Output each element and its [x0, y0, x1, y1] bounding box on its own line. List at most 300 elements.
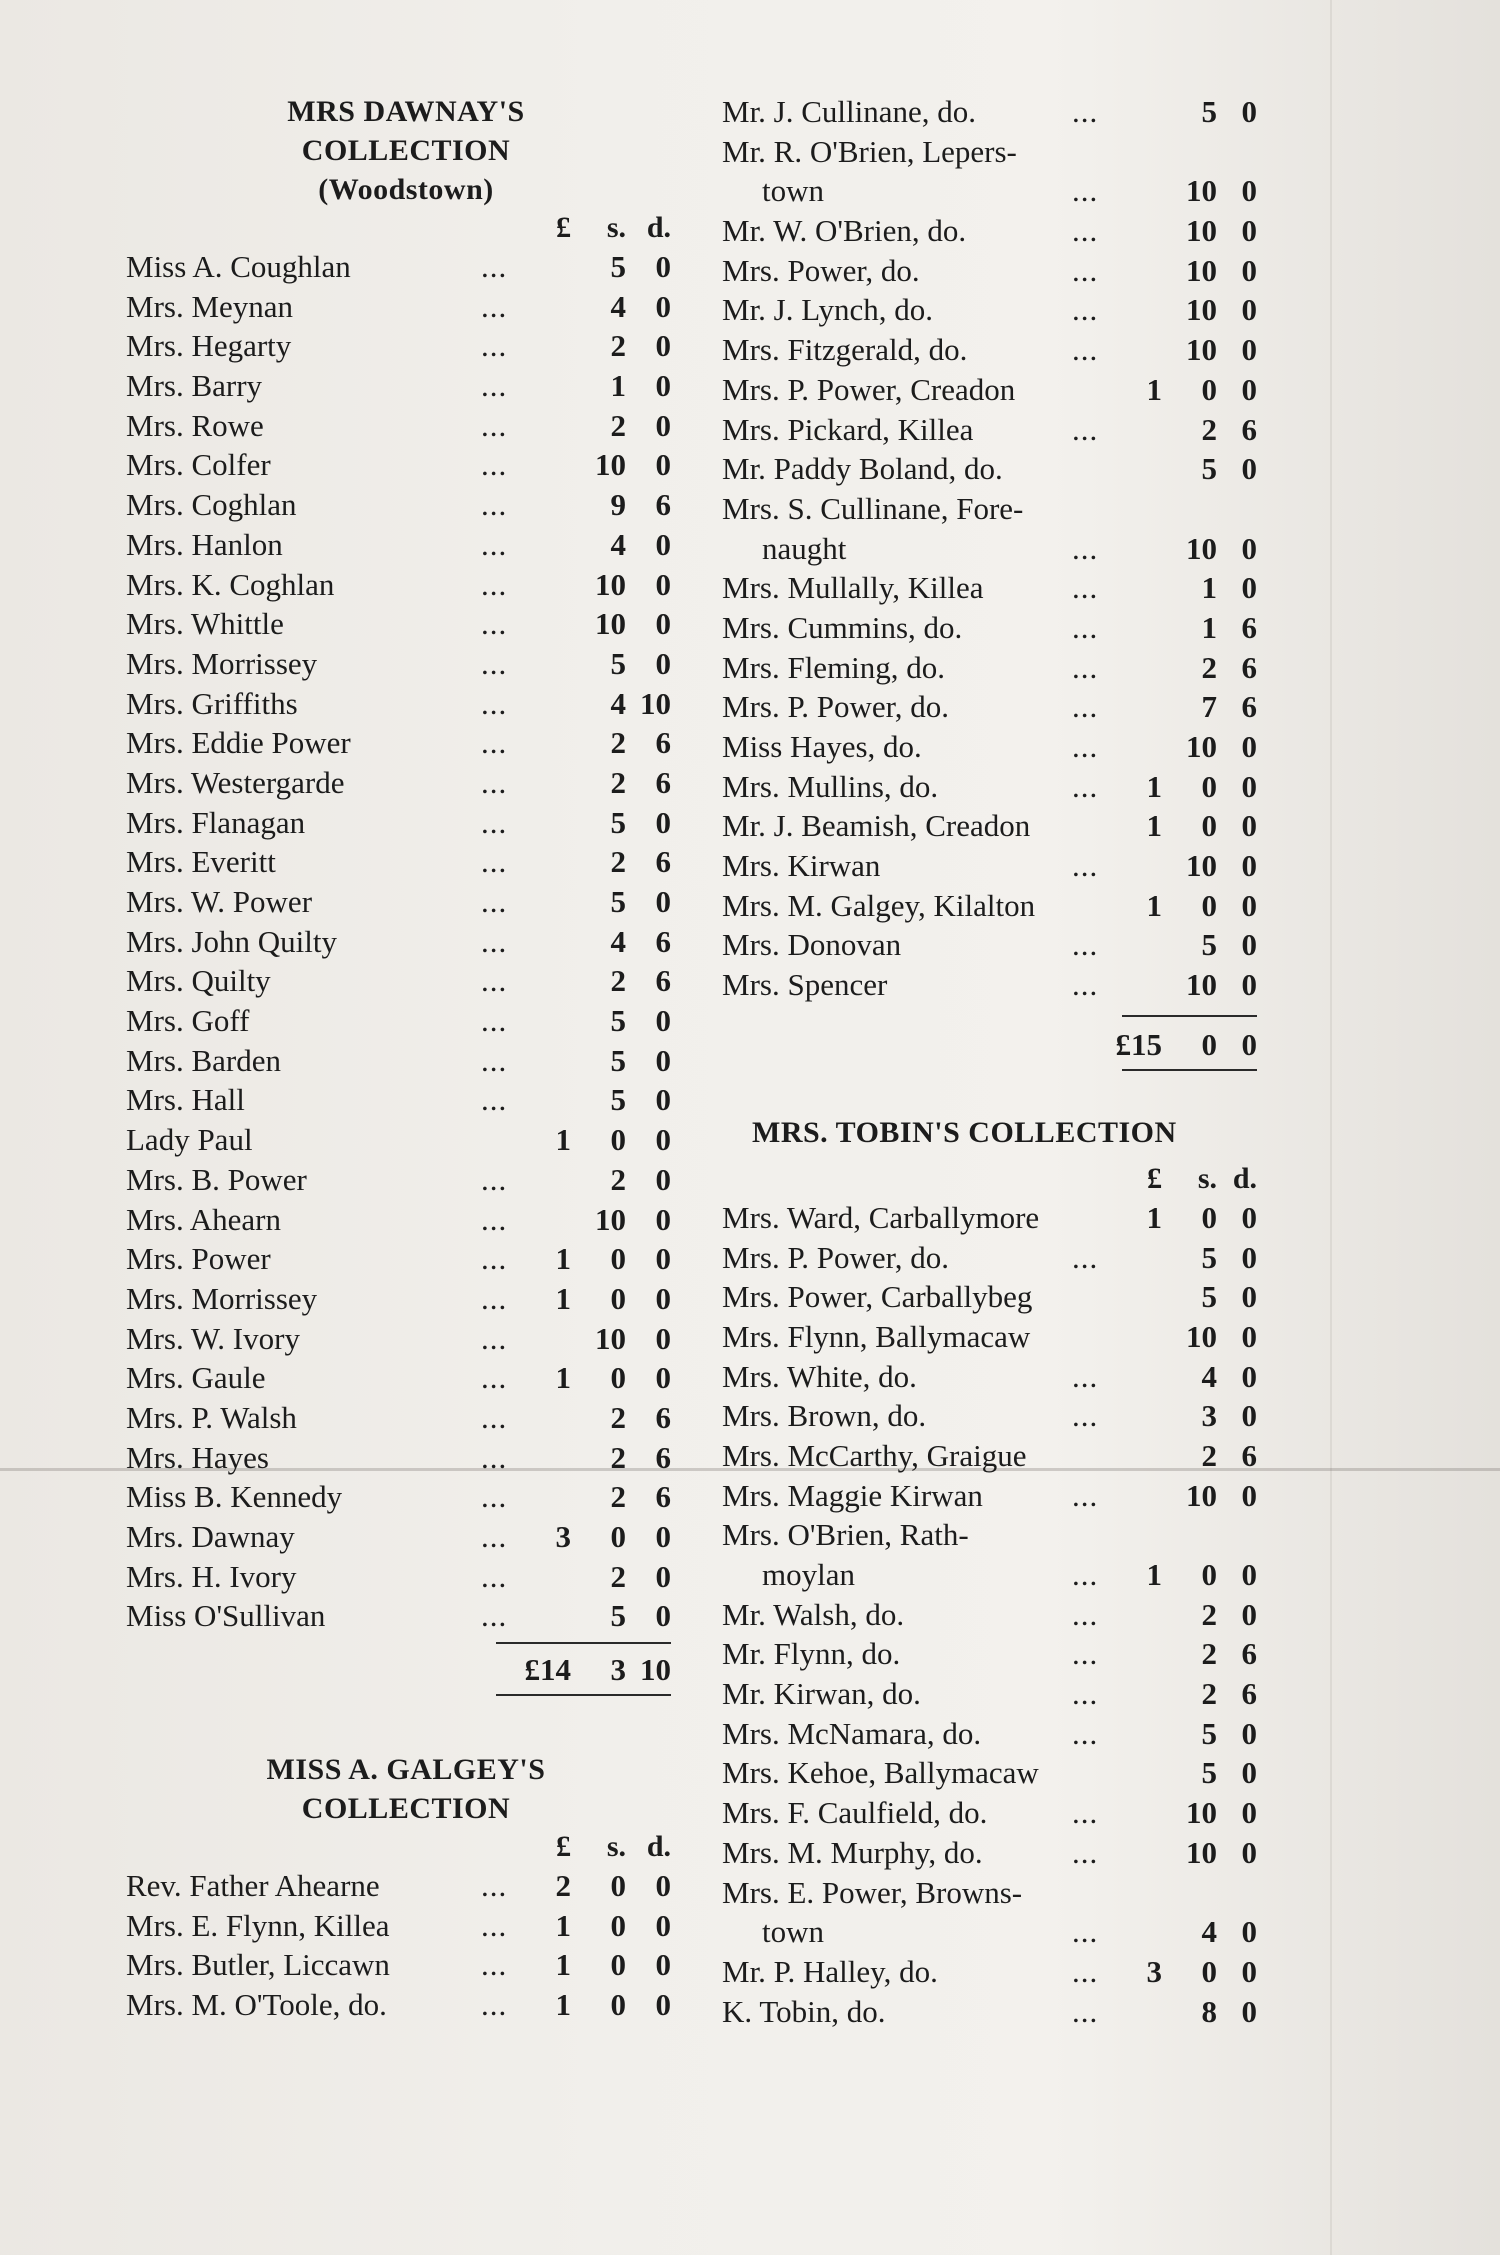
shillings-value: 0 [610, 1987, 626, 2023]
donor-name: Mrs. P. Walsh [126, 1399, 297, 1435]
leader-dots: ... [481, 844, 508, 880]
donor-name: Mrs. Ahearn [126, 1201, 281, 1237]
list-item [722, 449, 1267, 489]
leader-dots: ... [481, 1987, 508, 2023]
total-rule-bottom [496, 1694, 671, 1696]
donor-name: Mrs. Quilty [126, 963, 271, 999]
donor-name: Mr. J. Beamish, Creadon [722, 808, 1031, 844]
continued-total [722, 1023, 1267, 1067]
list-item [126, 1596, 686, 1636]
list-item [722, 529, 1267, 569]
pence-value: 6 [655, 487, 671, 523]
donor-name: Mrs. W. Ivory [126, 1320, 300, 1356]
list-item [126, 406, 686, 446]
leader-dots: ... [481, 407, 508, 443]
list-item [126, 1319, 686, 1359]
list-item [126, 525, 686, 565]
list-item [722, 1317, 1267, 1357]
leader-dots: ... [481, 1947, 508, 1983]
dawnay-list [126, 247, 686, 1636]
pence-value: 0 [655, 328, 671, 364]
leader-dots: ... [481, 487, 508, 523]
donor-name: Mrs. M. Galgey, Kilalton [722, 887, 1036, 923]
donor-name: Mrs. Hegarty [126, 328, 292, 364]
pence-value: 0 [655, 407, 671, 443]
donor-name: Mrs. Morrissey [126, 1280, 318, 1316]
shillings-value: 2 [610, 844, 626, 880]
donor-name: Mrs. M. Murphy, do. [722, 1834, 983, 1870]
leader-dots: ... [481, 725, 508, 761]
pence-value: 0 [655, 804, 671, 840]
list-item [722, 846, 1267, 886]
donor-name: Mrs. Meynan [126, 288, 294, 324]
shillings-value: 2 [610, 1558, 626, 1594]
pence-value: 0 [1241, 371, 1257, 407]
pounds-value: 1 [555, 1987, 571, 2023]
list-item [126, 1239, 686, 1279]
galgey-list [126, 1866, 686, 2025]
dawnay-total [126, 1648, 686, 1692]
pence-value: 0 [1241, 570, 1257, 606]
shillings-value: 5 [610, 884, 626, 919]
leader-dots: ... [1072, 1596, 1099, 1632]
donor-name: Mrs. F. Caulfield, do. [722, 1795, 988, 1831]
leader-dots: ... [1072, 570, 1099, 606]
list-item [722, 1833, 1267, 1873]
list-item [126, 882, 686, 922]
pounds-value: 1 [1146, 1199, 1162, 1235]
list-item [722, 1992, 1267, 2032]
pence-value: 0 [655, 1987, 671, 2023]
leader-dots: ... [1072, 252, 1099, 288]
leader-dots: ... [481, 606, 508, 642]
leader-dots: ... [1072, 411, 1099, 447]
list-item [722, 568, 1267, 608]
dawnay-total-shillings: 3 [610, 1652, 626, 1688]
shillings-value: 4 [610, 526, 626, 562]
leader-dots: ... [481, 1479, 508, 1515]
donor-name: Mrs. Ward, Carballymore [722, 1199, 1040, 1235]
pence-value: 6 [655, 1399, 671, 1435]
donor-name: Mrs. Rowe [126, 407, 264, 443]
donor-name: Mrs. O'Brien, Rath- [722, 1517, 969, 1553]
pounds-value: 1 [555, 1360, 571, 1396]
shillings-value: 10 [595, 447, 626, 483]
leader-dots: ... [481, 923, 508, 959]
leader-dots: ... [481, 1399, 508, 1435]
left-column [126, 92, 686, 2025]
leader-dots: ... [1072, 848, 1099, 884]
dawnay-title-line3: (Woodstown) [318, 173, 494, 206]
leader-dots: ... [481, 1201, 508, 1237]
list-item [126, 1945, 686, 1985]
pence-value: 0 [1241, 1239, 1257, 1275]
leader-dots: ... [481, 1280, 508, 1316]
leader-dots: ... [481, 368, 508, 404]
leader-dots: ... [1072, 1715, 1099, 1751]
leader-dots: ... [481, 1598, 508, 1634]
list-item [722, 1793, 1267, 1833]
pence-value: 0 [1241, 1715, 1257, 1751]
pence-header: d. [1232, 1161, 1257, 1195]
leader-dots: ... [481, 566, 508, 602]
shillings-value: 5 [1201, 94, 1217, 129]
pence-value: 6 [1241, 649, 1257, 685]
leader-dots: ... [1072, 1795, 1099, 1831]
list-item [722, 1476, 1267, 1516]
donor-name: Mrs. Goff [126, 1003, 250, 1039]
leader-dots: ... [481, 1360, 508, 1396]
donor-name: Mrs. Fleming, do. [722, 649, 946, 685]
pence-value: 0 [655, 1003, 671, 1039]
shillings-value: 10 [595, 566, 626, 602]
leader-dots: ... [481, 1868, 508, 1904]
leader-dots: ... [1072, 689, 1099, 725]
donor-name: Mrs. Morrissey [126, 645, 318, 681]
list-item [722, 965, 1267, 1005]
donor-name: Mrs. Whittle [126, 606, 284, 642]
shillings-value: 10 [1186, 530, 1217, 566]
pence-value: 6 [655, 1439, 671, 1475]
donor-name: Mrs. W. Power [126, 884, 313, 919]
list-item [722, 767, 1267, 807]
pence-value: 0 [1241, 1953, 1257, 1989]
leader-dots: ... [481, 1907, 508, 1943]
galgey-title-line1: MISS A. GALGEY'S [266, 1753, 546, 1787]
list-item [722, 608, 1267, 648]
pence-value: 0 [1241, 252, 1257, 288]
shillings-header: s. [1197, 1161, 1217, 1195]
pence-value: 0 [1241, 1993, 1257, 2029]
pence-value: 0 [655, 884, 671, 919]
list-item [722, 727, 1267, 767]
list-item [722, 290, 1267, 330]
list-item [722, 251, 1267, 291]
pence-value: 0 [655, 1868, 671, 1904]
leader-dots: ... [1072, 768, 1099, 804]
list-item [126, 1200, 686, 1240]
shillings-value: 10 [595, 1201, 626, 1237]
donor-name: Mrs. P. Power, do. [722, 689, 949, 725]
donor-name: Mr. J. Lynch, do. [722, 292, 933, 328]
right-column [722, 92, 1267, 2031]
list-item [126, 922, 686, 962]
donor-name: Mrs. Brown, do. [722, 1398, 927, 1434]
leader-dots: ... [1072, 1477, 1099, 1513]
pounds-value: 1 [555, 1907, 571, 1943]
pence-value: 6 [655, 1479, 671, 1515]
pence-value: 0 [655, 249, 671, 284]
donor-name: Mrs. Kirwan [722, 848, 881, 884]
galgey-title-line2: COLLECTION [301, 1792, 511, 1826]
pence-value: 6 [1241, 1437, 1257, 1473]
pence-value: 0 [1241, 887, 1257, 923]
pence-value: 0 [1241, 729, 1257, 764]
shillings-value: 5 [1201, 1715, 1217, 1751]
dawnay-total-pence: 10 [640, 1652, 671, 1688]
list-item [722, 1753, 1267, 1793]
list-item [126, 1001, 686, 1041]
pence-value: 6 [1241, 411, 1257, 447]
pence-value: 0 [1241, 530, 1257, 566]
donor-name: town [762, 173, 824, 209]
donor-name: Mrs. Everitt [126, 844, 276, 880]
list-item [722, 1515, 1267, 1555]
donor-name: Lady Paul [126, 1122, 253, 1158]
leader-dots: ... [1072, 1953, 1099, 1989]
pounds-header: £ [1147, 1161, 1162, 1195]
list-item [722, 1357, 1267, 1397]
tobin-currency-header [722, 1160, 1267, 1198]
shillings-header: s. [606, 211, 626, 244]
pence-value: 6 [655, 725, 671, 761]
pounds-value: 3 [1146, 1953, 1162, 1989]
pence-value: 0 [655, 1082, 671, 1118]
pence-header: d. [646, 211, 671, 244]
shillings-value: 5 [1201, 1239, 1217, 1275]
donor-name: Mrs. McCarthy, Graigue [722, 1437, 1027, 1473]
pence-value: 6 [655, 764, 671, 800]
shillings-header: s. [606, 1830, 626, 1864]
shillings-value: 2 [1201, 1437, 1217, 1473]
pence-value: 0 [655, 1947, 671, 1983]
leader-dots: ... [481, 1519, 508, 1554]
list-item [126, 1477, 686, 1517]
donor-name: Mrs. Dawnay [126, 1519, 295, 1554]
leader-dots: ... [481, 685, 508, 721]
list-item [722, 1555, 1267, 1595]
donor-name: Mr. Flynn, do. [722, 1636, 901, 1672]
pence-value: 0 [1241, 1279, 1257, 1315]
donor-name: Mrs. Hanlon [126, 526, 283, 562]
list-item [126, 1866, 686, 1906]
list-item [722, 925, 1267, 965]
pence-value: 0 [1241, 848, 1257, 884]
donor-name: Mrs. Kehoe, Ballymacaw [722, 1755, 1039, 1791]
shillings-value: 5 [610, 1003, 626, 1039]
pence-value: 0 [1241, 213, 1257, 249]
donor-name: Mr. Walsh, do. [722, 1596, 905, 1632]
list-item [722, 1952, 1267, 1992]
pence-value: 0 [1241, 1199, 1257, 1235]
pence-value: 0 [1241, 1596, 1257, 1632]
pence-value: 0 [1241, 967, 1257, 1003]
list-item [126, 565, 686, 605]
shillings-value: 1 [1201, 609, 1217, 645]
donor-name: Mrs. Power, do. [722, 252, 920, 288]
shillings-value: 0 [610, 1868, 626, 1904]
pence-value: 0 [655, 447, 671, 483]
galgey-currency-header [126, 1828, 686, 1866]
list-item [126, 684, 686, 724]
list-item [722, 370, 1267, 410]
pence-value: 0 [655, 1241, 671, 1277]
list-item [126, 1160, 686, 1200]
shillings-value: 4 [1201, 1358, 1217, 1394]
shillings-value: 0 [1201, 768, 1217, 804]
pence-value: 0 [655, 1519, 671, 1554]
pounds-value: 1 [555, 1280, 571, 1316]
shillings-value: 5 [1201, 451, 1217, 487]
shillings-value: 10 [595, 606, 626, 642]
shillings-value: 0 [610, 1241, 626, 1277]
leader-dots: ... [1072, 1358, 1099, 1394]
shillings-value: 10 [1186, 848, 1217, 884]
shillings-value: 10 [1186, 173, 1217, 209]
shillings-value: 1 [610, 368, 626, 404]
list-item [722, 1238, 1267, 1278]
pounds-header: £ [556, 211, 571, 244]
pence-header: d. [646, 1830, 671, 1864]
leader-dots: ... [481, 1161, 508, 1197]
leader-dots: ... [481, 526, 508, 562]
tobin-list [722, 1198, 1267, 2031]
leader-dots: ... [1072, 1239, 1099, 1275]
pence-value: 6 [655, 923, 671, 959]
leader-dots: ... [1072, 1557, 1099, 1592]
pence-value: 0 [1241, 927, 1257, 963]
leader-dots: ... [1072, 1914, 1099, 1950]
list-item [722, 92, 1267, 132]
donor-name: Mrs. Gaule [126, 1360, 266, 1396]
shillings-value: 0 [610, 1907, 626, 1943]
leader-dots: ... [481, 447, 508, 483]
shillings-value: 2 [1201, 1596, 1217, 1632]
shillings-value: 10 [1186, 729, 1217, 764]
donor-name: Miss O'Sullivan [126, 1598, 326, 1634]
leader-dots: ... [1072, 1676, 1099, 1712]
leader-dots: ... [1072, 729, 1099, 764]
list-item [126, 763, 686, 803]
donor-name: town [762, 1914, 824, 1950]
donor-name: Mrs. John Quilty [126, 923, 337, 959]
list-item [722, 171, 1267, 211]
shillings-value: 0 [610, 1122, 626, 1158]
list-item [126, 247, 686, 287]
list-item [126, 1120, 686, 1160]
leader-dots: ... [481, 1439, 508, 1475]
donor-name: Mrs. P. Power, Creadon [722, 371, 1016, 407]
list-item [722, 211, 1267, 251]
continued-total-shillings: 0 [1201, 1026, 1217, 1062]
list-item [722, 1436, 1267, 1476]
pounds-value: 1 [555, 1122, 571, 1158]
list-item [126, 842, 686, 882]
donor-name: Mrs. Donovan [722, 927, 902, 963]
shillings-value: 2 [610, 1439, 626, 1475]
dawnay-title-line1: MRS DAWNAY'S [287, 95, 525, 128]
list-item [126, 723, 686, 763]
list-item [722, 687, 1267, 727]
pence-value: 0 [655, 1907, 671, 1943]
donor-name: Mrs. Pickard, Killea [722, 411, 974, 447]
pence-value: 0 [1241, 1914, 1257, 1950]
pence-value: 0 [1241, 1477, 1257, 1513]
shillings-value: 0 [1201, 1953, 1217, 1989]
donor-name: Mrs. Hall [126, 1082, 245, 1118]
leader-dots: ... [1072, 609, 1099, 645]
list-item [722, 1634, 1267, 1674]
pence-value: 0 [1241, 768, 1257, 804]
donor-name: naught [762, 530, 847, 566]
donor-name: Mrs. M. O'Toole, do. [126, 1987, 387, 2023]
shillings-value: 5 [610, 1598, 626, 1634]
donor-name: Mr. P. Halley, do. [722, 1953, 938, 1989]
list-item [126, 1398, 686, 1438]
shillings-value: 10 [1186, 1318, 1217, 1354]
list-item [126, 961, 686, 1001]
shillings-value: 2 [1201, 1636, 1217, 1672]
list-item [722, 1714, 1267, 1754]
continued-total-pence: 0 [1241, 1026, 1257, 1062]
donor-name: Mrs. Maggie Kirwan [722, 1477, 983, 1513]
pence-value: 0 [655, 606, 671, 642]
shillings-value: 0 [1201, 1199, 1217, 1235]
pounds-value: 3 [555, 1519, 571, 1554]
leader-dots: ... [481, 288, 508, 324]
donor-name: Mrs. Fitzgerald, do. [722, 332, 968, 368]
total-rule [496, 1642, 671, 1644]
list-item [126, 1557, 686, 1597]
donor-name: Miss B. Kennedy [126, 1479, 343, 1515]
shillings-value: 2 [610, 963, 626, 999]
leader-dots: ... [1072, 213, 1099, 249]
donor-name: Mrs. B. Power [126, 1161, 307, 1197]
list-item [126, 604, 686, 644]
pence-value: 0 [1241, 808, 1257, 844]
list-item [722, 1873, 1267, 1913]
shillings-value: 0 [610, 1519, 626, 1554]
paper-fold-vertical [1330, 0, 1332, 2255]
pounds-value: 1 [555, 1947, 571, 1983]
list-item [722, 648, 1267, 688]
donor-name: Mrs. Griffiths [126, 685, 298, 721]
shillings-value: 2 [1201, 1676, 1217, 1712]
shillings-value: 0 [610, 1360, 626, 1396]
shillings-value: 8 [1201, 1993, 1217, 2029]
donor-name: Mrs. Barry [126, 368, 263, 404]
donor-name: Mr. W. O'Brien, do. [722, 213, 967, 249]
list-item [722, 489, 1267, 529]
leader-dots: ... [1072, 292, 1099, 328]
pence-value: 0 [1241, 173, 1257, 209]
shillings-value: 10 [1186, 292, 1217, 328]
list-item [722, 330, 1267, 370]
leader-dots: ... [481, 963, 508, 999]
shillings-value: 5 [610, 645, 626, 681]
list-item [126, 485, 686, 525]
donor-name: Mrs. Hayes [126, 1439, 269, 1475]
shillings-value: 2 [610, 407, 626, 443]
donor-name: Mrs. E. Flynn, Killea [126, 1907, 390, 1943]
shillings-value: 10 [1186, 967, 1217, 1003]
shillings-value: 5 [610, 1082, 626, 1118]
pence-value: 0 [655, 526, 671, 562]
leader-dots: ... [1072, 332, 1099, 368]
donor-name: Mr. R. O'Brien, Lepers- [722, 133, 1017, 169]
donor-name: Mrs. Mullally, Killea [722, 570, 984, 606]
shillings-value: 10 [1186, 1795, 1217, 1831]
list-item [126, 1080, 686, 1120]
pounds-value: 1 [1146, 371, 1162, 407]
leader-dots: ... [481, 249, 508, 284]
shillings-value: 10 [1186, 1477, 1217, 1513]
list-item [126, 644, 686, 684]
pence-value: 0 [655, 288, 671, 324]
donor-name: Mr. J. Cullinane, do. [722, 94, 977, 129]
shillings-value: 4 [1201, 1914, 1217, 1950]
shillings-value: 0 [1201, 808, 1217, 844]
